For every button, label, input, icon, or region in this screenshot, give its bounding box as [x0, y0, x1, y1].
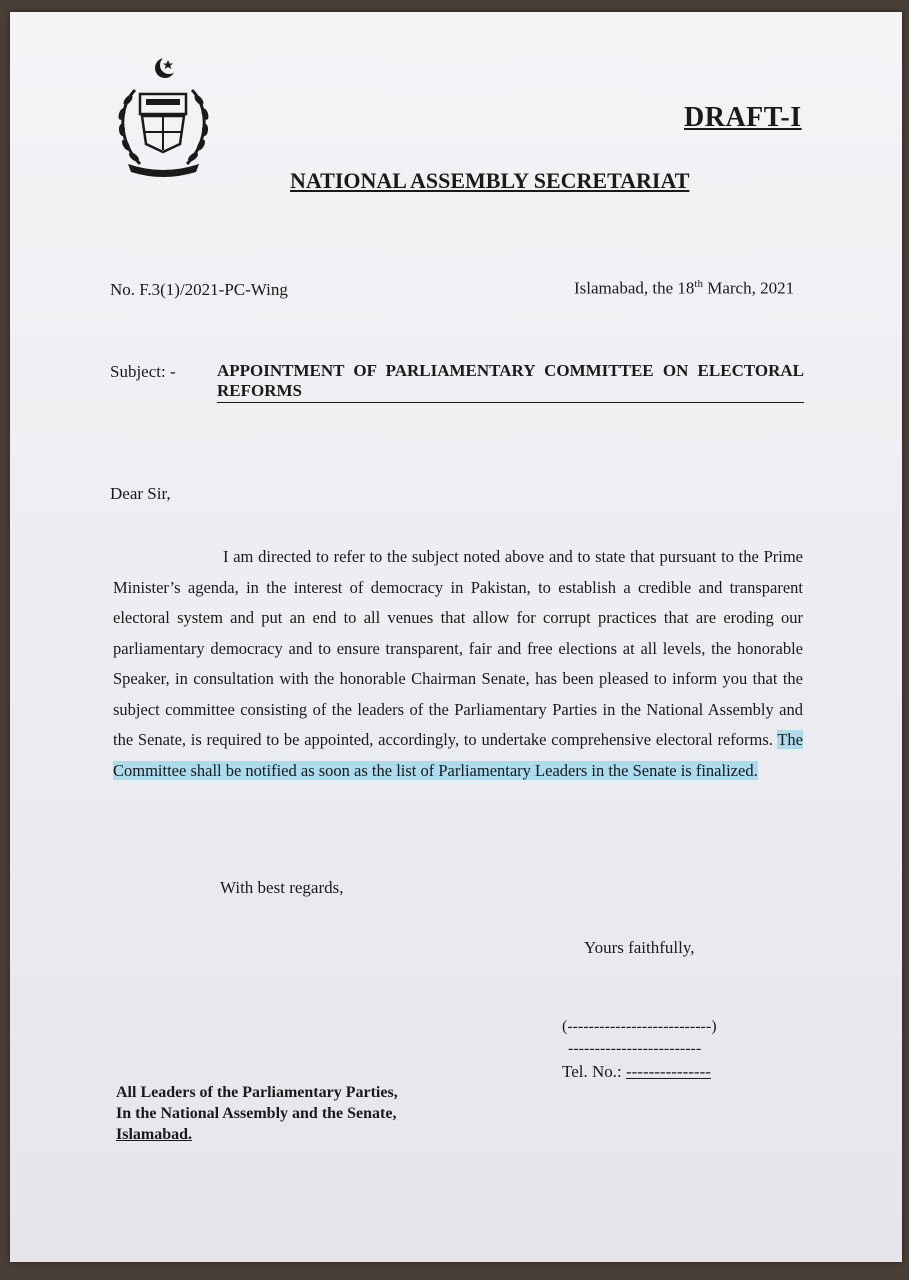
valediction: Yours faithfully,: [584, 938, 695, 957]
tel-label: Tel. No.:: [562, 1062, 626, 1081]
letter-page: [10, 12, 902, 1262]
date-prefix: Islamabad, the 18: [574, 278, 695, 298]
highlighted-sentence: The Committee shall be notified as soon as the list of Parliamentary Leaders in the Senate is finalized.: [113, 730, 803, 780]
date-ordinal: th: [694, 278, 703, 290]
telephone-line: [562, 1062, 711, 1082]
date-rest: March, 2021: [702, 278, 795, 298]
subject-text: APPOINTMENT OF PARLIAMENTARY COMMITTEE ON ELECTORAL REFORMS: [217, 361, 804, 403]
addressee-line-2: In the National Assembly and the Senate,: [116, 1105, 397, 1122]
body-main-text: I am directed to refer to the subject noted above and to state that pursuant to the Prime Minister’s agenda, in the interest of democracy in Pakistan, to establish a credible and transparent electoral system and put an end to all venues that allow for corrupt practices that are eroding our parliamentary democracy and to ensure transparent, fair and free elections at all levels, the honorable Speaker, in consultation with the honorable Chairman Senate, has been pleased to inform you that the subject committee consisting of the leaders of the Parliamentary Parties in the National Assembly and the Senate, is required to be appointed, accordingly, to undertake comprehensive electoral reforms.: [113, 547, 803, 749]
draft-label: DRAFT-I: [684, 102, 802, 133]
state-emblem-icon: [110, 52, 215, 177]
best-regards: With best regards,: [220, 878, 344, 897]
letter-date: [574, 278, 794, 299]
addressee-block: [116, 1082, 398, 1145]
addressee-line-1: All Leaders of the Parliamentary Parties,: [116, 1084, 398, 1101]
department-title: NATIONAL ASSEMBLY SECRETARIAT: [290, 168, 690, 193]
addressee-line-3: Islamabad.: [116, 1126, 193, 1143]
tel-value: ---------------: [625, 1062, 711, 1081]
reference-number: No. F.3(1)/2021-PC-Wing: [110, 280, 288, 299]
subject-label: Subject: -: [110, 362, 176, 381]
salutation: Dear Sir,: [110, 484, 171, 503]
signature-line: (---------------------------): [562, 1018, 717, 1035]
body-paragraph: [113, 542, 803, 786]
signatory-name-line: -------------------------: [568, 1040, 702, 1057]
